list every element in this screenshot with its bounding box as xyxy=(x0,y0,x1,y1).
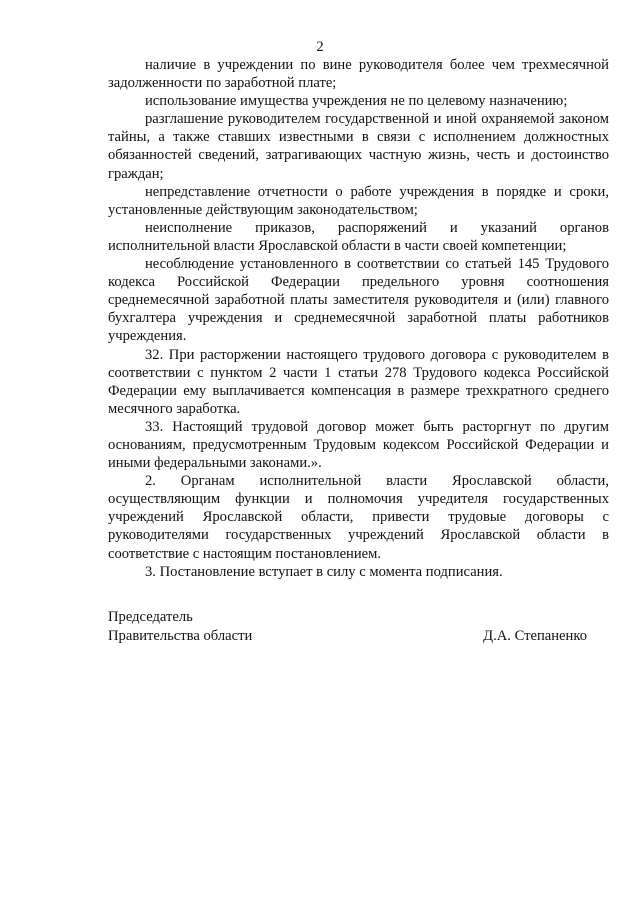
paragraph-reporting: непредставление отчетности о работе учреждения в порядке и сроки, установленные действующим законодательством; xyxy=(108,183,609,218)
signature-block xyxy=(108,608,609,645)
paragraph-property-misuse: использование имущества учреждения не по целевому назначению; xyxy=(145,93,568,110)
paragraph-item-3: 3. Постановление вступает в силу с момента подписания. xyxy=(145,563,503,580)
paragraph-orders: неисполнение приказов, распоряжений и указаний органов исполнительной власти Ярославской области в части своей компетенции; xyxy=(108,219,609,254)
paragraph-clause-33: 33. Настоящий трудовой договор может быть расторгнут по другим основаниям, предусмотренным Трудовым кодексом Российской Федерации и иными федеральными законами.». xyxy=(108,418,609,472)
signatory-title-line2: Правительства области xyxy=(108,627,253,644)
signature-row xyxy=(108,627,609,646)
signatory-title-line1: Председатель xyxy=(108,609,193,625)
paragraph-debt: наличие в учреждении по вине руководителя более чем трехмесячной задолженности по заработной плате; xyxy=(108,57,609,92)
paragraph-salary-ratio: несоблюдение установленного в соответствии со статьей 145 Трудового кодекса Российской Федерации предельного уровня соотношения среднемесячной заработной платы заместителя руководителя и (или) главного бухгалтера учреждения и среднемесячной заработной платы работников учреждения. xyxy=(108,256,609,345)
signatory-name: Д.А. Степаненко xyxy=(483,627,587,644)
document-body xyxy=(108,56,609,581)
paragraph-secret-disclosure: разглашение руководителем государственной и иной охраняемой законом тайны, а также ставших известными в связи с исполнением должностных обязанностей сведений, затрагивающих частную жизнь, честь и достоинство граждан; xyxy=(108,111,609,182)
paragraph-item-2: 2. Органам исполнительной власти Ярославской области, осуществляющим функции и полномочия учредителя государственных учреждений Ярославской области, привести трудовые договоры с руководителями государственных учреждений Ярославской области в соответствие с настоящим постановлением. xyxy=(108,473,609,562)
page-number: 2 xyxy=(316,39,324,55)
paragraph-clause-32: 32. При расторжении настоящего трудового договора с руководителем в соответствии с пунктом 2 части 1 статьи 278 Трудового кодекса Российской Федерации ему выплачивается компенсация в размере трехкратного среднего месячного заработка. xyxy=(108,346,609,417)
